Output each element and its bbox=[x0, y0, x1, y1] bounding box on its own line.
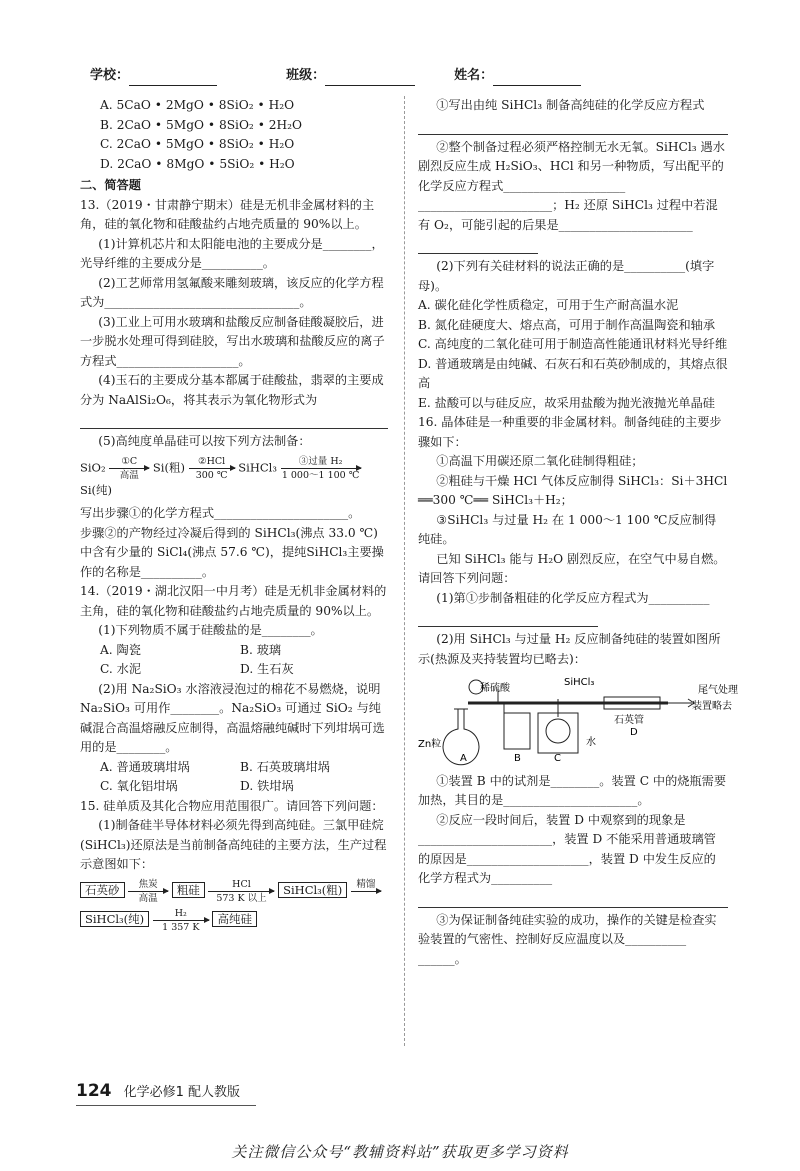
right-column bbox=[418, 96, 738, 969]
flow-crude-silicon: 粗硅 bbox=[172, 882, 205, 898]
flow2-arrow-3: 精馏 bbox=[351, 879, 381, 904]
q14-options-3 bbox=[100, 758, 388, 778]
footer-rule bbox=[76, 1105, 256, 1106]
q16-step1: ①高温下用碳还原二氧化硅制得粗硅； bbox=[436, 454, 644, 468]
page-number: 124 bbox=[76, 1081, 112, 1101]
label-b: B bbox=[514, 753, 521, 764]
class-blank bbox=[325, 71, 415, 86]
q15-part2: (2)下列有关硅材料的说法正确的是__________(填字母)。 bbox=[418, 259, 715, 293]
q13-part5b: 步骤②的产物经过冷凝后得到的 SiHCl₃(沸点 33.0 ℃)中含有少量的 SiCl₄(沸点 57.6 ℃)，提纯SiHCl₃主要操作的名称是__________。 bbox=[80, 525, 384, 579]
school-label: 学校： bbox=[90, 68, 130, 83]
q16-step2: ②粗硅与干燥 HCl 气体反应制得 SiHCl₃：Si＋3HCl ══300 ℃══ SiHCl₃＋H₂； bbox=[418, 473, 728, 507]
option: D. 生石灰 bbox=[240, 662, 294, 676]
column-divider bbox=[404, 96, 405, 1046]
option: C. 氧化铝坩埚 bbox=[100, 779, 178, 793]
q13-part5a: 写出步骤①的化学方程式______________________。 bbox=[80, 506, 361, 520]
answer-blank bbox=[418, 610, 598, 627]
q16-part2c: ③为保证制备纯硅实验的成功，操作的关键是检查实验装置的气密性、控制好反应温度以及__________ bbox=[418, 912, 717, 946]
q14-part1: (1)下列物质不属于硅酸盐的是________。 bbox=[98, 623, 323, 637]
q15-opt-c: C. 高纯度的二氧化硅可用于制造高性能通讯材料光导纤维 bbox=[418, 337, 728, 351]
q15-r2: ②整个制备过程必须严格控制无水无氧。SiHCl₃ 遇水剧烈反应生成 H₂SiO₃、HCl 和另一种物质，写出配平的化学反应方程式____________________ bbox=[418, 139, 725, 193]
q16-known: 已知 SiHCl₃ 能与 H₂O 剧烈反应，在空气中易自燃。请回答下列问题： bbox=[418, 551, 726, 585]
school-blank bbox=[129, 71, 217, 86]
option: D. 铁坩埚 bbox=[240, 779, 294, 793]
q16-part2b: ②反应一段时间后，装置 D 中观察到的现象是______________________，装置 D 不能采用普通玻璃管的原因是____________________，装置 D 中发生反应的化学方程式为__________ bbox=[418, 812, 716, 885]
book-title: 化学必修1 配人教版 bbox=[123, 1085, 241, 1100]
q15-r2b: ______________________；H₂ 还原 SiHCl₃ 过程中若混有 O₂，可能引起的后果是______________________ bbox=[418, 198, 718, 232]
option-b: B. 2CaO • 5MgO • 8SiO₂ • 2H₂O bbox=[100, 117, 303, 132]
label-water: 水 bbox=[586, 737, 596, 748]
header-fields bbox=[90, 66, 581, 86]
flow-quartz-sand: 石英砂 bbox=[80, 882, 125, 898]
q16-part2: (2)用 SiHCl₃ 与过量 H₂ 反应制备纯硅的装置如图所示(热源及夹持装置均已略去)： bbox=[418, 632, 721, 666]
page-footer bbox=[76, 1082, 240, 1103]
q15-opt-a: A. 碳化硅化学性质稳定，可用于生产耐高温水泥 bbox=[418, 298, 679, 312]
q15-opt-b: B. 氮化硅硬度大、熔点高，可用于制作高温陶瓷和轴承 bbox=[418, 317, 716, 332]
flask-c bbox=[546, 719, 570, 743]
si-production-flow bbox=[80, 879, 388, 904]
promo-text: 关注微信公众号“教辅资料站”获取更多学习资料 bbox=[231, 1143, 569, 1161]
flow-sio2: SiO₂ bbox=[80, 460, 106, 474]
flow-crude-si: Si(粗) bbox=[152, 460, 185, 474]
flow-arrow-3: ③过量 H₂ 1 000～1 100 ℃ bbox=[281, 455, 360, 481]
left-column bbox=[80, 96, 388, 937]
label-sihcl3: SiHCl₃ bbox=[564, 677, 595, 688]
q16-stem: 16. 晶体硅是一种重要的非金属材料。制备纯硅的主要步骤如下： bbox=[418, 415, 722, 449]
flow-arrow-2: ②HCl 300 ℃ bbox=[189, 456, 235, 481]
q13-part4: (4)玉石的主要成分基本都属于硅酸盐，翡翠的主要成分为 NaAlSi₂O₆，将其表示为氧化物形式为 bbox=[80, 373, 384, 407]
flow-pure-si: Si(纯) bbox=[80, 482, 113, 497]
q14-options-1 bbox=[100, 641, 388, 661]
label-acid: 稀硫酸 bbox=[480, 683, 510, 694]
q14-part2: (2)用 Na₂SiO₃ 水溶液浸泡过的棉花不易燃烧，说明 Na₂SiO₃ 可用作________。Na₂SiO₃ 可通过 SiO₂ 与纯碱混合高温熔融反应制得，高温熔融纯碱时下列坩埚可选用的是________。 bbox=[80, 681, 385, 754]
section-title: 二、简答题 bbox=[80, 178, 141, 192]
q15-opt-e: E. 盐酸可以与硅反应，故采用盐酸为抛光液抛光单晶硅 bbox=[418, 395, 715, 410]
answer-blank bbox=[418, 118, 728, 135]
answer-blank bbox=[80, 412, 388, 429]
q13-stem: 13.（2019・甘肃静宁期末）硅是无机非金属材料的主角，硅的氧化物和硅酸盐约占地壳质量的 90%以上。 bbox=[80, 197, 375, 231]
flow2-arrow-2: HCl 573 K 以上 bbox=[208, 879, 274, 904]
q13-part2: (2)工艺师常用氢氟酸来雕刻玻璃，该反应的化学方程式为________________________________。 bbox=[80, 275, 384, 309]
flow-crude-sihcl3: SiHCl₃(粗) bbox=[278, 882, 347, 898]
q14-options-4 bbox=[100, 777, 388, 797]
option: B. 石英玻璃坩埚 bbox=[240, 759, 330, 774]
q16-part2a: ①装置 B 中的试剂是________。装置 C 中的烧瓶需要加热，其目的是______________________。 bbox=[418, 773, 727, 807]
option: B. 玻璃 bbox=[240, 642, 282, 657]
class-label: 班级： bbox=[286, 68, 326, 83]
name-blank bbox=[493, 71, 581, 86]
q13-part1: (1)计算机芯片和太阳能电池的主要成分是________，光导纤维的主要成分是__________。 bbox=[80, 236, 384, 270]
q15-stem: 15. 硅单质及其化合物应用范围很广。请回答下列问题： bbox=[80, 798, 384, 813]
answer-blank bbox=[418, 891, 728, 908]
q16-part2c-end: ______。 bbox=[418, 951, 467, 966]
option-c: C. 2CaO • 5MgO • 8SiO₂ • H₂O bbox=[100, 137, 295, 151]
flow-arrow-1: ①C 高温 bbox=[109, 456, 149, 481]
answer-blank bbox=[418, 237, 538, 254]
name-label: 姓名： bbox=[454, 68, 494, 83]
funnel-stem bbox=[498, 689, 504, 723]
option-a: A. 5CaO • 2MgO • 8SiO₂ • H₂O bbox=[100, 98, 295, 112]
flow-sihcl3: SiHCl₃ bbox=[238, 460, 277, 474]
q15-r1: ①写出由纯 SiHCl₃ 制备高纯硅的化学反应方程式 bbox=[436, 98, 705, 112]
label-tail: 尾气处理 bbox=[698, 685, 738, 696]
si-production-flow-2 bbox=[80, 908, 388, 933]
option: C. 水泥 bbox=[100, 662, 142, 676]
label-tail2: 装置略去 bbox=[692, 701, 732, 712]
q14-stem: 14.（2019・湖北汉阳一中月考）硅是无机非金属材料的主角，硅的氧化物和硅酸盐约占地壳质量的 90%以上。 bbox=[80, 584, 387, 618]
apparatus-diagram bbox=[418, 669, 738, 765]
label-d: D bbox=[630, 727, 638, 738]
option: A. 普通玻璃坩埚 bbox=[100, 759, 190, 774]
q15-opt-d: D. 普通玻璃是由纯碱、石灰石和石英砂制成的，其熔点很高 bbox=[418, 356, 728, 390]
label-c: C bbox=[554, 753, 561, 764]
label-a: A bbox=[460, 753, 467, 764]
flow-high-purity-si: 高纯硅 bbox=[212, 911, 257, 927]
q15-part1: (1)制备硅半导体材料必须先得到高纯硅。三氯甲硅烷(SiHCl₃)还原法是当前制备高纯硅的主要方法，生产过程示意图如下： bbox=[80, 818, 387, 871]
label-tube: 石英管 bbox=[614, 715, 644, 726]
q13-part3: (3)工业上可用水玻璃和盐酸反应制备硅酸凝胶后，进一步脱水处理可得到硅胶，写出水玻璃和盐酸反应的离子方程式____________________。 bbox=[80, 314, 385, 368]
option-d: D. 2CaO • 8MgO • 5SiO₂ • H₂O bbox=[100, 156, 295, 171]
q13-part5: (5)高纯度单晶硅可以按下列方法制备： bbox=[98, 434, 311, 448]
q14-options-2 bbox=[100, 660, 388, 680]
q16-part1: (1)第①步制备粗硅的化学反应方程式为__________ bbox=[436, 590, 710, 605]
si-flow-diagram bbox=[80, 456, 388, 501]
q16-step3: ③SiHCl₃ 与过量 H₂ 在 1 000～1 100 ℃反应制得纯硅。 bbox=[418, 512, 717, 546]
label-zn: Zn粒 bbox=[418, 739, 442, 750]
option: A. 陶瓷 bbox=[100, 642, 141, 657]
bottle-b bbox=[504, 713, 530, 749]
flow-pure-sihcl3: SiHCl₃(纯) bbox=[80, 911, 149, 927]
flow2-arrow-4: $\frac{\text{H₂}}{1 357 K}$ bbox=[153, 908, 209, 933]
flow2-arrow-1: 焦炭 高温 bbox=[128, 879, 168, 904]
